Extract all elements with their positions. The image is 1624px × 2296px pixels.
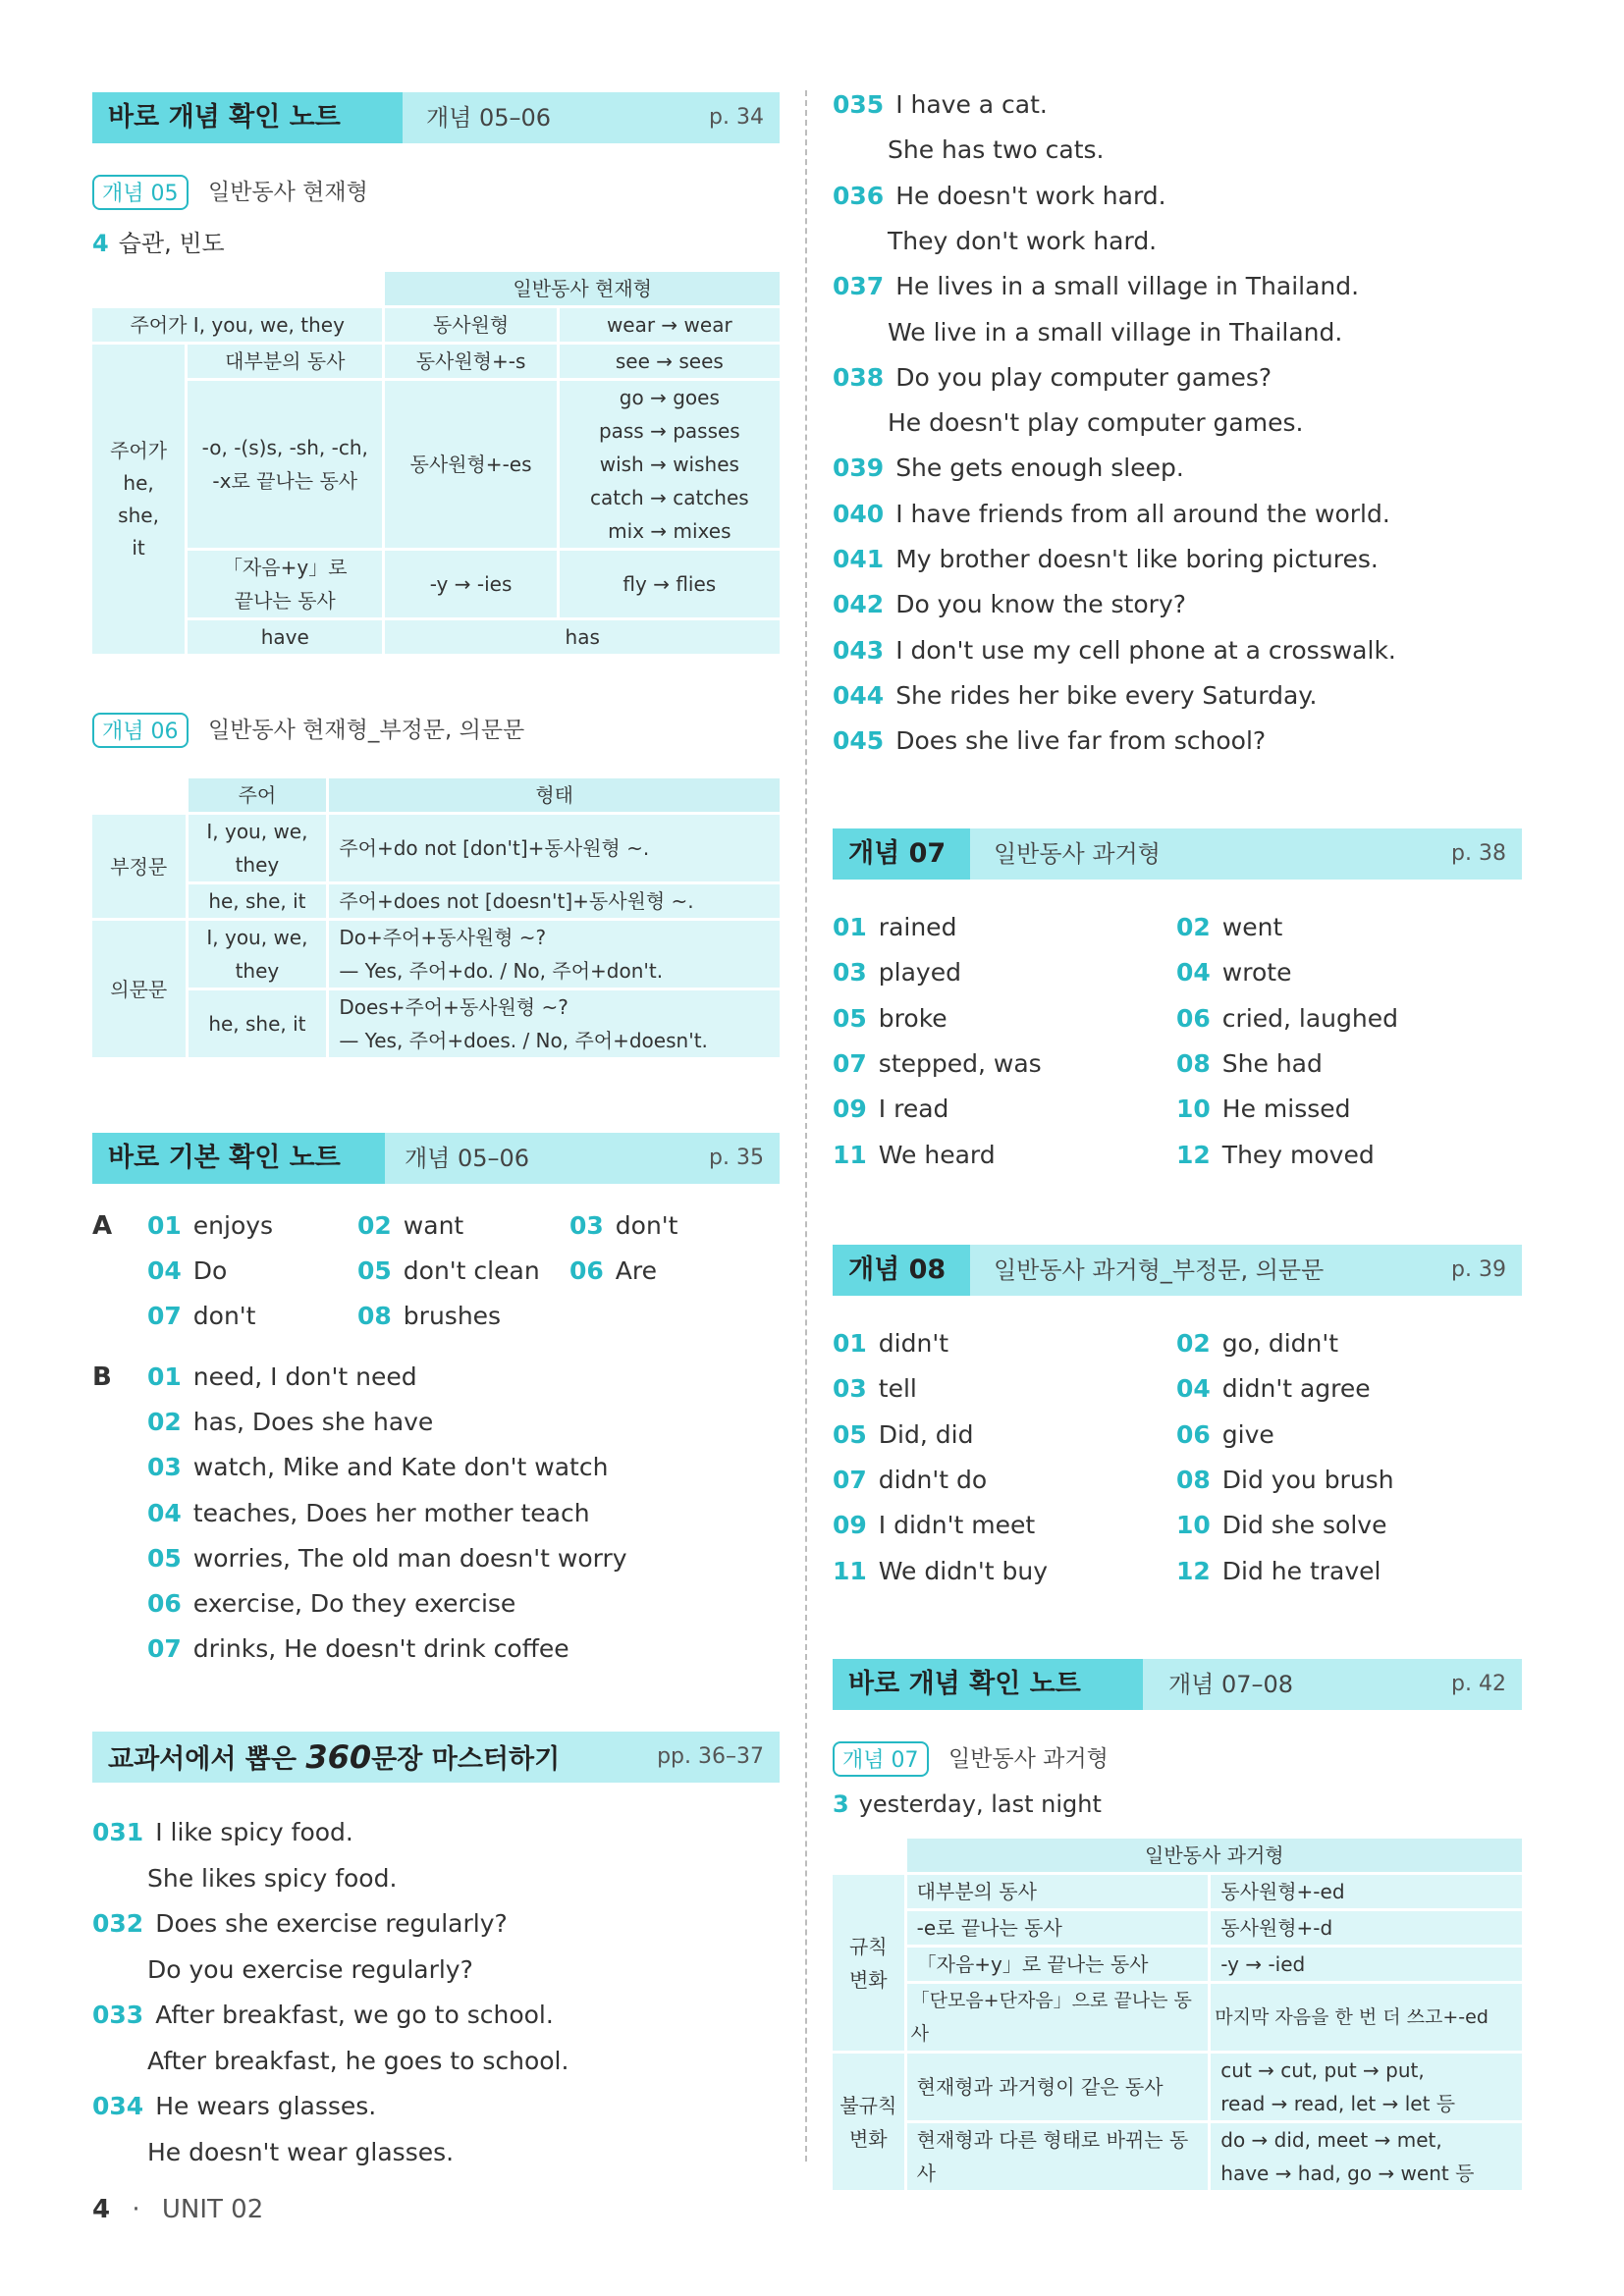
table-cell: -y → -ies	[385, 551, 556, 617]
item-text: Do	[192, 1256, 228, 1285]
page-number: 4	[92, 2195, 111, 2224]
item-text: played	[878, 958, 961, 988]
answer-item	[1176, 956, 1291, 989]
item-number: 12	[1176, 1140, 1211, 1169]
concept-tag-05: 개념 05	[92, 175, 189, 210]
item-text: Did you brush	[1221, 1465, 1394, 1494]
item-number: 07	[833, 1048, 867, 1078]
item-number: 042	[833, 590, 885, 619]
item-text: give	[1221, 1419, 1274, 1449]
item-text: teaches, Does her mother teach	[192, 1498, 590, 1527]
table-cell: -y → -ied	[1211, 1948, 1522, 1981]
item-text: He missed	[1221, 1095, 1351, 1124]
table-blank-cell	[92, 272, 382, 305]
row-label-irregular: 불규칙 변화	[833, 2054, 904, 2190]
concept-08-header	[833, 1245, 1522, 1296]
item-text: wrote	[1221, 958, 1292, 988]
present-tense-table	[89, 269, 783, 657]
item-text: He lives in a small village in Thailand.	[895, 272, 1360, 301]
item-number: 044	[833, 680, 885, 710]
concept-name: 일반동사 과거형_부정문, 의문문	[994, 1256, 1325, 1284]
table-cell: 현재형과 다른 형태로 바뀌는 동사	[907, 2123, 1209, 2190]
page-ref: p. 39	[1451, 1257, 1506, 1282]
concept-tag-07: 개념 07	[833, 1741, 929, 1777]
table-cell: I, you, we, they	[189, 921, 327, 988]
table-cell: 「단모음+단자음」으로 끝나는 동사	[907, 1984, 1209, 2051]
table-cell: wear → wear	[560, 308, 780, 342]
answer-item	[1176, 1139, 1375, 1172]
sentence-item	[833, 88, 1048, 122]
table-cell: -o, -(s)s, -sh, -ch, -x로 끝나는 동사	[188, 381, 382, 548]
concept-07-title: 일반동사 과거형	[948, 1746, 1109, 1772]
table-cell: 동사원형+-ed	[1211, 1875, 1522, 1908]
answer-item	[147, 1300, 255, 1333]
item-text: need, I don't need	[192, 1362, 417, 1391]
answer-item	[147, 1209, 273, 1243]
concept-check-2-header	[833, 1659, 1522, 1710]
concept-tag-06: 개념 06	[92, 713, 189, 748]
item-continuation: He doesn't wear glasses.	[147, 2137, 455, 2166]
table-header: 일반동사 현재형	[385, 272, 780, 305]
item-text: Do you know the story?	[895, 590, 1187, 619]
item-text: go, didn't	[1221, 1329, 1339, 1358]
item-number: 04	[147, 1256, 182, 1285]
row-label-regular: 규칙 변화	[833, 1875, 904, 2051]
table-cell: 대부분의 동사	[907, 1875, 1209, 1908]
answer-number: 3	[833, 1790, 849, 1818]
item-text: I read	[878, 1095, 949, 1124]
answer-item	[569, 1255, 657, 1288]
table-cell: 마지막 자음을 한 번 더 쓰고+-ed	[1211, 1984, 1522, 2051]
item-number: 07	[147, 1634, 182, 1664]
footer-separator: ·	[132, 2195, 140, 2224]
table-cell: go → goes pass → passes wish → wishes catch → catches mix → mixes	[560, 381, 780, 548]
table-cell: cut → cut, put → put, read → read, let → let 등	[1211, 2054, 1522, 2120]
table-cell: I, you, we, they	[189, 815, 327, 881]
table-cell: 「자음+y」로 끝나는 동사	[188, 551, 382, 617]
item-text: watch, Mike and Kate don't watch	[192, 1453, 609, 1482]
item-text: Did she solve	[1221, 1511, 1387, 1540]
item-continuation: He doesn't play computer games.	[888, 408, 1304, 438]
item-text: didn't do	[878, 1465, 988, 1494]
item-number: 08	[357, 1302, 392, 1330]
item-number: 05	[833, 1419, 867, 1449]
sentence-item	[833, 361, 1272, 395]
item-text: Did, did	[878, 1419, 974, 1449]
answer-item	[833, 1093, 948, 1126]
answer-item	[833, 1139, 996, 1172]
concept-05-title: 일반동사 현재형	[208, 180, 368, 205]
answer-item	[357, 1255, 540, 1288]
basic-check-header	[92, 1133, 780, 1184]
item-text: didn't	[878, 1329, 949, 1358]
sentence-item	[833, 452, 1184, 485]
table-blank-cell	[833, 1839, 904, 1872]
item-text: didn't agree	[1221, 1374, 1371, 1404]
item-text: don't	[615, 1211, 678, 1240]
table-cell: 「자음+y」로 끝나는 동사	[907, 1948, 1209, 1981]
sentence-item	[92, 1907, 508, 1941]
item-text: He doesn't work hard.	[895, 181, 1166, 210]
table-cell: 현재형과 과거형이 같은 동사	[907, 2054, 1209, 2120]
table-cell: 대부분의 동사	[188, 345, 382, 378]
concept-name: 일반동사 과거형	[994, 840, 1161, 868]
item-number: 01	[833, 1329, 867, 1358]
page-ref: p. 38	[1451, 841, 1506, 866]
item-text: cried, laughed	[1221, 1003, 1398, 1033]
item-text: tell	[878, 1374, 917, 1404]
table-cell: 주어가 I, you, we, they	[92, 308, 382, 342]
item-number: 02	[1176, 1329, 1211, 1358]
unit-label: UNIT 02	[161, 2195, 264, 2224]
master-header	[92, 1732, 780, 1783]
table-cell: -e로 끝나는 동사	[907, 1911, 1209, 1945]
answer-item	[1176, 1464, 1394, 1497]
item-number: 01	[833, 913, 867, 941]
column-divider	[805, 90, 807, 2162]
answer-item	[147, 1406, 433, 1439]
item-text: exercise, Do they exercise	[192, 1589, 516, 1618]
item-number: 09	[833, 1095, 867, 1124]
item-text: want	[403, 1211, 464, 1240]
item-continuation: Do you exercise regularly?	[147, 1954, 473, 1984]
concept-07-header	[833, 828, 1522, 880]
table-header: 일반동사 과거형	[907, 1839, 1522, 1872]
item-number: 04	[1176, 1374, 1211, 1404]
item-number: 02	[147, 1408, 182, 1437]
table-cell: 동사원형	[385, 308, 556, 342]
item-continuation: She likes spicy food.	[147, 1863, 398, 1893]
answer-item	[147, 1632, 569, 1666]
item-text: Did he travel	[1221, 1556, 1381, 1585]
item-number: 03	[147, 1453, 182, 1482]
item-number: 032	[92, 1909, 144, 1938]
table-cell: Do+주어+동사원형 ~? — Yes, 주어+do. / No, 주어+don't.	[329, 921, 780, 988]
answer-item	[833, 1418, 973, 1452]
answer-item	[147, 1497, 590, 1530]
sentence-item	[833, 180, 1166, 213]
answer-item	[357, 1209, 463, 1243]
answer-3	[833, 1790, 1102, 1818]
past-tense-table	[830, 1836, 1525, 2193]
section-title: 바로 개념 확인 노트	[833, 1659, 1143, 1710]
item-text: She rides her bike every Saturday.	[895, 680, 1318, 710]
item-number: 040	[833, 499, 885, 528]
item-number: 03	[833, 1374, 867, 1404]
item-number: 06	[147, 1589, 182, 1618]
item-continuation: We live in a small village in Thailand.	[888, 317, 1343, 347]
item-text: Are	[615, 1256, 658, 1285]
table-cell: fly → flies	[560, 551, 780, 617]
item-number: 01	[147, 1362, 182, 1391]
item-continuation: After breakfast, he goes to school.	[147, 2046, 569, 2075]
sentence-item	[833, 724, 1266, 758]
answer-item	[1176, 1418, 1274, 1452]
concept-check-header	[92, 92, 780, 143]
table-cell: do → did, meet → met, have → had, go → went 등	[1211, 2123, 1522, 2190]
part-b-label: B	[92, 1362, 112, 1392]
item-number: 02	[357, 1211, 392, 1240]
item-continuation: She has two cats.	[888, 135, 1105, 165]
answer-item	[1176, 1047, 1323, 1081]
item-number: 08	[1176, 1465, 1211, 1494]
answer-item	[833, 1047, 1042, 1081]
table-cell: 주어+do not [don't]+동사원형 ~.	[329, 815, 780, 881]
concept-range: 개념 05–06	[426, 104, 552, 132]
concept-06-title: 일반동사 현재형_부정문, 의문문	[208, 718, 525, 743]
item-number: 08	[1176, 1048, 1211, 1078]
negative-question-table	[89, 775, 783, 1060]
item-number: 06	[1176, 1003, 1211, 1033]
answer-text: yesterday, last night	[858, 1790, 1102, 1818]
table-cell: have	[188, 620, 382, 654]
answer-item	[1176, 1509, 1386, 1542]
item-text: drinks, He doesn't drink coffee	[192, 1634, 569, 1664]
item-number: 07	[833, 1465, 867, 1494]
table-header: 주어	[189, 778, 327, 812]
item-number: 03	[833, 958, 867, 988]
item-number: 045	[833, 726, 885, 756]
answer-item	[147, 1542, 627, 1575]
item-text: They moved	[1221, 1140, 1375, 1169]
item-continuation: They don't work hard.	[888, 226, 1158, 255]
part-a-label: A	[92, 1211, 113, 1241]
item-text: She gets enough sleep.	[895, 454, 1184, 483]
item-number: 04	[147, 1498, 182, 1527]
section-title: 바로 개념 확인 노트	[92, 92, 403, 143]
answer-item	[833, 1327, 948, 1361]
page-ref: p. 34	[709, 105, 764, 130]
page-ref: p. 42	[1451, 1672, 1506, 1696]
item-number: 02	[1176, 913, 1211, 941]
item-number: 035	[833, 90, 885, 119]
answer-item	[147, 1255, 227, 1288]
item-text: enjoys	[192, 1211, 274, 1240]
item-number: 12	[1176, 1556, 1211, 1585]
sentence-item	[92, 2090, 376, 2123]
item-number: 043	[833, 635, 885, 665]
table-cell: 주어+does not [doesn't]+동사원형 ~.	[329, 884, 780, 918]
row-label-negative: 부정문	[92, 815, 186, 918]
subject-cell: 주어가 he, she, it	[92, 345, 185, 654]
sentence-item	[92, 1816, 353, 1849]
sentence-item	[833, 588, 1186, 621]
answer-item	[357, 1300, 501, 1333]
item-text: After breakfast, we go to school.	[155, 2001, 554, 2029]
item-number: 11	[833, 1556, 867, 1585]
concept-range: 개념 07–08	[1168, 1671, 1294, 1698]
item-text: We heard	[878, 1140, 996, 1169]
item-number: 01	[147, 1211, 182, 1240]
table-cell: has	[385, 620, 780, 654]
answer-item	[1176, 1327, 1338, 1361]
page-ref: p. 35	[709, 1146, 764, 1170]
table-cell: see → sees	[560, 345, 780, 378]
table-cell: he, she, it	[189, 990, 327, 1057]
sentence-item	[92, 1999, 554, 2032]
answer-item	[1176, 1002, 1398, 1036]
item-text: I don't use my cell phone at a crosswalk.	[895, 635, 1396, 665]
answer-4	[92, 224, 225, 258]
answer-item	[833, 1555, 1048, 1588]
item-text: He wears glasses.	[155, 2092, 377, 2120]
item-text: I didn't meet	[878, 1511, 1036, 1540]
item-text: went	[1221, 913, 1283, 941]
item-number: 031	[92, 1818, 144, 1846]
item-text: broke	[878, 1003, 947, 1033]
item-number: 10	[1176, 1511, 1211, 1540]
item-number: 06	[1176, 1419, 1211, 1449]
table-blank-cell	[92, 778, 186, 812]
item-number: 04	[1176, 958, 1211, 988]
item-text: Does she live far from school?	[895, 726, 1267, 756]
answer-item	[1176, 911, 1282, 944]
section-title: 교과서에서 뽑은 360문장 마스터하기	[108, 1738, 561, 1776]
concept-range: 개념 05–06	[405, 1145, 530, 1172]
item-text: has, Does she have	[192, 1408, 434, 1437]
item-text: stepped, was	[878, 1048, 1042, 1078]
answer-item	[569, 1209, 677, 1243]
table-header: 형태	[329, 778, 780, 812]
answer-item	[1176, 1372, 1371, 1406]
item-text: worries, The old man doesn't worry	[192, 1543, 627, 1573]
item-number: 039	[833, 454, 885, 483]
sentence-item	[833, 270, 1359, 303]
answer-item	[1176, 1093, 1351, 1126]
table-cell: Does+주어+동사원형 ~? — Yes, 주어+does. / No, 주어+doesn't.	[329, 990, 780, 1057]
answer-item	[833, 1372, 917, 1406]
sentence-item	[833, 498, 1390, 531]
item-number: 038	[833, 362, 885, 392]
section-title: 바로 기본 확인 노트	[92, 1133, 385, 1184]
item-number: 034	[92, 2092, 144, 2120]
answer-item	[833, 956, 961, 989]
item-number: 033	[92, 2001, 144, 2029]
item-number: 041	[833, 545, 885, 573]
section-title: 개념 08	[833, 1245, 970, 1296]
sentence-item	[833, 634, 1396, 667]
table-cell: he, she, it	[189, 884, 327, 918]
table-cell: 동사원형+-d	[1211, 1911, 1522, 1945]
item-text: She had	[1221, 1048, 1323, 1078]
sentence-item	[833, 543, 1379, 576]
item-text: I like spicy food.	[155, 1818, 353, 1846]
sentence-item	[833, 679, 1317, 713]
item-number: 036	[833, 181, 885, 210]
table-cell: 동사원형+-s	[385, 345, 556, 378]
page-footer	[92, 2195, 263, 2224]
answer-item	[833, 911, 956, 944]
item-number: 09	[833, 1511, 867, 1540]
item-number: 05	[147, 1543, 182, 1573]
item-number: 03	[569, 1211, 604, 1240]
item-text: Do you play computer games?	[895, 362, 1272, 392]
page-ref: pp. 36–37	[657, 1744, 764, 1769]
item-text: We didn't buy	[878, 1556, 1049, 1585]
item-number: 10	[1176, 1095, 1211, 1124]
answer-item	[833, 1509, 1035, 1542]
item-text: don't	[192, 1302, 256, 1330]
answer-item	[147, 1451, 608, 1484]
item-number: 05	[833, 1003, 867, 1033]
item-text: I have a cat.	[895, 90, 1048, 119]
section-title: 개념 07	[833, 828, 970, 880]
item-text: don't clean	[403, 1256, 540, 1285]
row-label-question: 의문문	[92, 921, 186, 1057]
answer-item	[833, 1002, 947, 1036]
item-text: Does she exercise regularly?	[155, 1909, 508, 1938]
item-number: 07	[147, 1302, 182, 1330]
table-cell: 동사원형+-es	[385, 381, 556, 548]
answer-item	[1176, 1555, 1381, 1588]
item-text: brushes	[403, 1302, 502, 1330]
item-number: 05	[357, 1256, 392, 1285]
answer-number: 4	[92, 230, 109, 257]
answer-item	[833, 1464, 987, 1497]
item-text: My brother doesn't like boring pictures.	[895, 545, 1379, 573]
item-number: 06	[569, 1256, 604, 1285]
item-number: 11	[833, 1140, 867, 1169]
item-text: I have friends from all around the world.	[895, 499, 1390, 528]
item-number: 037	[833, 272, 885, 301]
answer-item	[147, 1361, 417, 1394]
answer-item	[147, 1587, 515, 1621]
item-text: rained	[878, 913, 957, 941]
answer-text: 습관, 빈도	[118, 230, 225, 257]
